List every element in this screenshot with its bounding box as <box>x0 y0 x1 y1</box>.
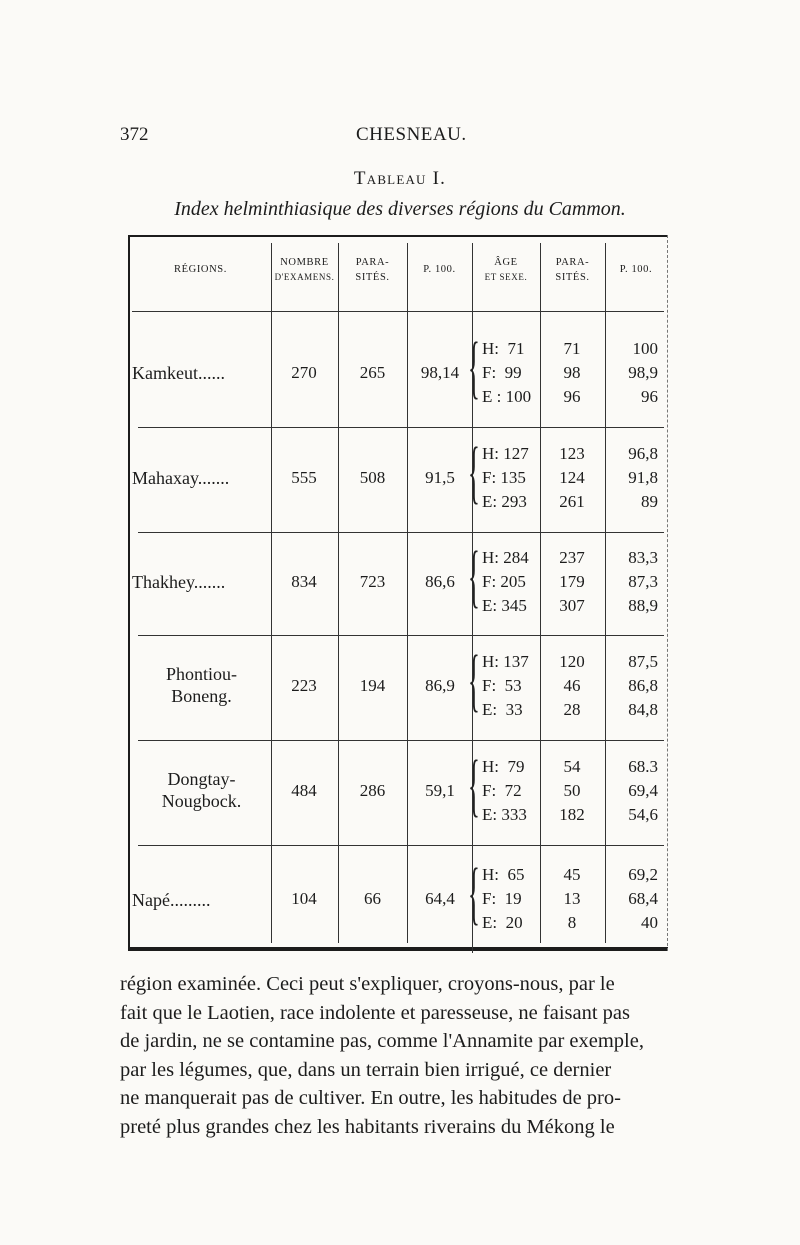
examens-count: 484 <box>291 781 317 800</box>
age-group-h: H: 79 <box>482 757 525 776</box>
age-group-f: F: 72 <box>482 781 522 800</box>
row-separator <box>138 635 664 636</box>
group-pct: 100 <box>632 339 658 358</box>
group-pct: 68,4 <box>628 889 658 908</box>
row-separator <box>138 845 664 846</box>
group-parasites: 120 <box>559 652 585 671</box>
header-parasites-by-group: PARA- SITÉS. <box>555 257 590 283</box>
region-name-line: Nougbock. <box>161 791 242 811</box>
group-pct: 86,8 <box>628 676 658 695</box>
parasites-count: 723 <box>359 572 386 591</box>
region-name: Thakhey....... <box>132 572 226 592</box>
age-group-h: H: 137 <box>482 652 529 671</box>
examens-count: 555 <box>291 468 317 487</box>
group-pct: 68.3 <box>628 757 658 776</box>
group-parasites: 182 <box>559 805 585 824</box>
age-group-f: F: 135 <box>482 468 526 487</box>
brace-mark: { <box>468 642 480 719</box>
column-divider <box>407 243 408 943</box>
body-line: ne manquerait pas de cultiver. En outre, les habitudes de pro- <box>120 1087 621 1109</box>
group-parasites: 124 <box>559 468 585 487</box>
group-parasites: 13 <box>563 889 581 908</box>
age-group-f: F: 19 <box>482 889 522 908</box>
region-name <box>132 663 271 707</box>
group-pct: 89 <box>641 492 658 511</box>
age-group-h: H: 65 <box>482 865 525 884</box>
group-parasites: 96 <box>563 387 581 406</box>
table-caption: Index helminthiasique des diverses régions du Cammon. <box>174 198 626 220</box>
age-group-f: F: 53 <box>482 676 522 695</box>
table-border-top <box>128 235 668 237</box>
parasites-count: 286 <box>359 781 386 800</box>
age-group-e: E: 20 <box>482 913 523 932</box>
table-border-left <box>128 235 130 951</box>
parasites-pct: 59,1 <box>425 781 455 800</box>
age-group-h: H: 71 <box>482 339 525 358</box>
group-pct: 87,5 <box>628 652 658 671</box>
brace-mark: { <box>468 434 480 511</box>
parasites-count: 265 <box>359 363 386 382</box>
parasites-pct: 86,9 <box>425 676 455 695</box>
parasites-count: 66 <box>364 889 381 908</box>
column-divider <box>271 243 272 943</box>
examens-count: 834 <box>291 572 317 591</box>
table-title: Tableau I. <box>353 168 447 189</box>
group-parasites: 98 <box>563 363 581 382</box>
region-name: Kamkeut...... <box>132 363 225 383</box>
group-parasites: 123 <box>559 444 585 463</box>
group-parasites: 71 <box>563 339 581 358</box>
region-name-line: Dongtay- <box>167 769 236 789</box>
group-parasites: 261 <box>559 492 585 511</box>
header-separator <box>132 311 664 312</box>
body-line: de jardin, ne se contamine pas, comme l'Annamite par exemple, <box>120 1030 644 1052</box>
parasites-pct: 86,6 <box>425 572 455 591</box>
brace-mark: { <box>468 538 480 615</box>
region-name <box>132 768 271 812</box>
header-age-sexe: ÂGE ET SEXE. <box>484 257 528 282</box>
region-name: Mahaxay....... <box>132 468 230 488</box>
group-pct: 96,8 <box>628 444 658 463</box>
body-paragraph <box>120 970 680 1141</box>
body-line: preté plus grandes chez les habitants riverains du Mékong le <box>120 1115 615 1138</box>
age-group-e: E: 333 <box>482 805 527 824</box>
parasites-pct: 98,14 <box>420 363 460 382</box>
body-line: par les légumes, que, dans un terrain bien irrigué, ce dernier <box>120 1058 612 1081</box>
examens-count: 104 <box>291 889 317 908</box>
header-parasites: PARA- SITÉS. <box>355 257 390 283</box>
group-pct: 54,6 <box>628 805 658 824</box>
region-name: Napé......... <box>132 890 211 910</box>
age-group-h: H: 284 <box>482 548 529 567</box>
group-parasites: 28 <box>563 700 581 719</box>
group-parasites: 45 <box>563 865 581 884</box>
data-table <box>128 235 668 951</box>
region-name-line: Phontiou- <box>165 664 237 684</box>
age-group-f: F: 99 <box>482 363 522 382</box>
group-parasites: 8 <box>567 913 577 932</box>
age-group-e: E: 345 <box>482 596 527 615</box>
region-name-line: Boneng. <box>171 686 232 706</box>
column-divider <box>338 243 339 943</box>
group-pct: 69,2 <box>628 865 658 884</box>
header-regions: RÉGIONS. <box>174 264 227 275</box>
table-border-bottom <box>128 947 668 951</box>
group-pct: 84,8 <box>628 700 658 719</box>
parasites-pct: 64,4 <box>425 889 455 908</box>
group-pct: 96 <box>641 387 658 406</box>
group-pct: 88,9 <box>628 596 658 615</box>
brace-mark: { <box>468 855 480 932</box>
group-pct: 40 <box>641 913 658 932</box>
row-separator <box>138 532 664 533</box>
group-pct: 87,3 <box>628 572 658 591</box>
body-line: fait que le Laotien, race indolente et paresseuse, ne faisant pas <box>120 1001 630 1024</box>
age-group-e: E : 100 <box>482 387 532 406</box>
age-group-e: E: 293 <box>482 492 527 511</box>
group-parasites: 179 <box>559 572 585 591</box>
group-pct: 83,3 <box>628 548 658 567</box>
row-separator <box>138 740 664 741</box>
brace-mark: { <box>468 747 480 824</box>
header-pct: P. 100. <box>423 264 456 275</box>
body-line: région examinée. Ceci peut s'expliquer, croyons-nous, par le <box>120 973 615 995</box>
group-parasites: 46 <box>563 676 581 695</box>
running-head: CHESNEAU. <box>356 124 467 145</box>
group-parasites: 50 <box>563 781 581 800</box>
group-parasites: 54 <box>563 757 581 776</box>
examens-count: 270 <box>291 363 317 382</box>
group-pct: 98,9 <box>628 363 658 382</box>
header-pct-by-group: P. 100. <box>619 264 653 275</box>
group-pct: 69,4 <box>628 781 658 800</box>
row-separator <box>138 427 664 428</box>
age-group-e: E: 33 <box>482 700 523 719</box>
header-nombre-examens: NOMBRE D'EXAMENS. <box>274 257 335 282</box>
page-number: 372 <box>120 124 149 145</box>
group-parasites: 237 <box>559 548 585 567</box>
table-border-right <box>667 235 669 951</box>
examens-count: 223 <box>291 676 317 695</box>
group-parasites: 307 <box>559 596 585 615</box>
brace-mark: { <box>468 329 480 406</box>
group-pct: 91,8 <box>628 468 658 487</box>
age-group-h: H: 127 <box>482 444 529 463</box>
parasites-pct: 91,5 <box>425 468 455 487</box>
parasites-count: 508 <box>359 468 386 487</box>
parasites-count: 194 <box>359 676 386 695</box>
age-group-f: F: 205 <box>482 572 526 591</box>
